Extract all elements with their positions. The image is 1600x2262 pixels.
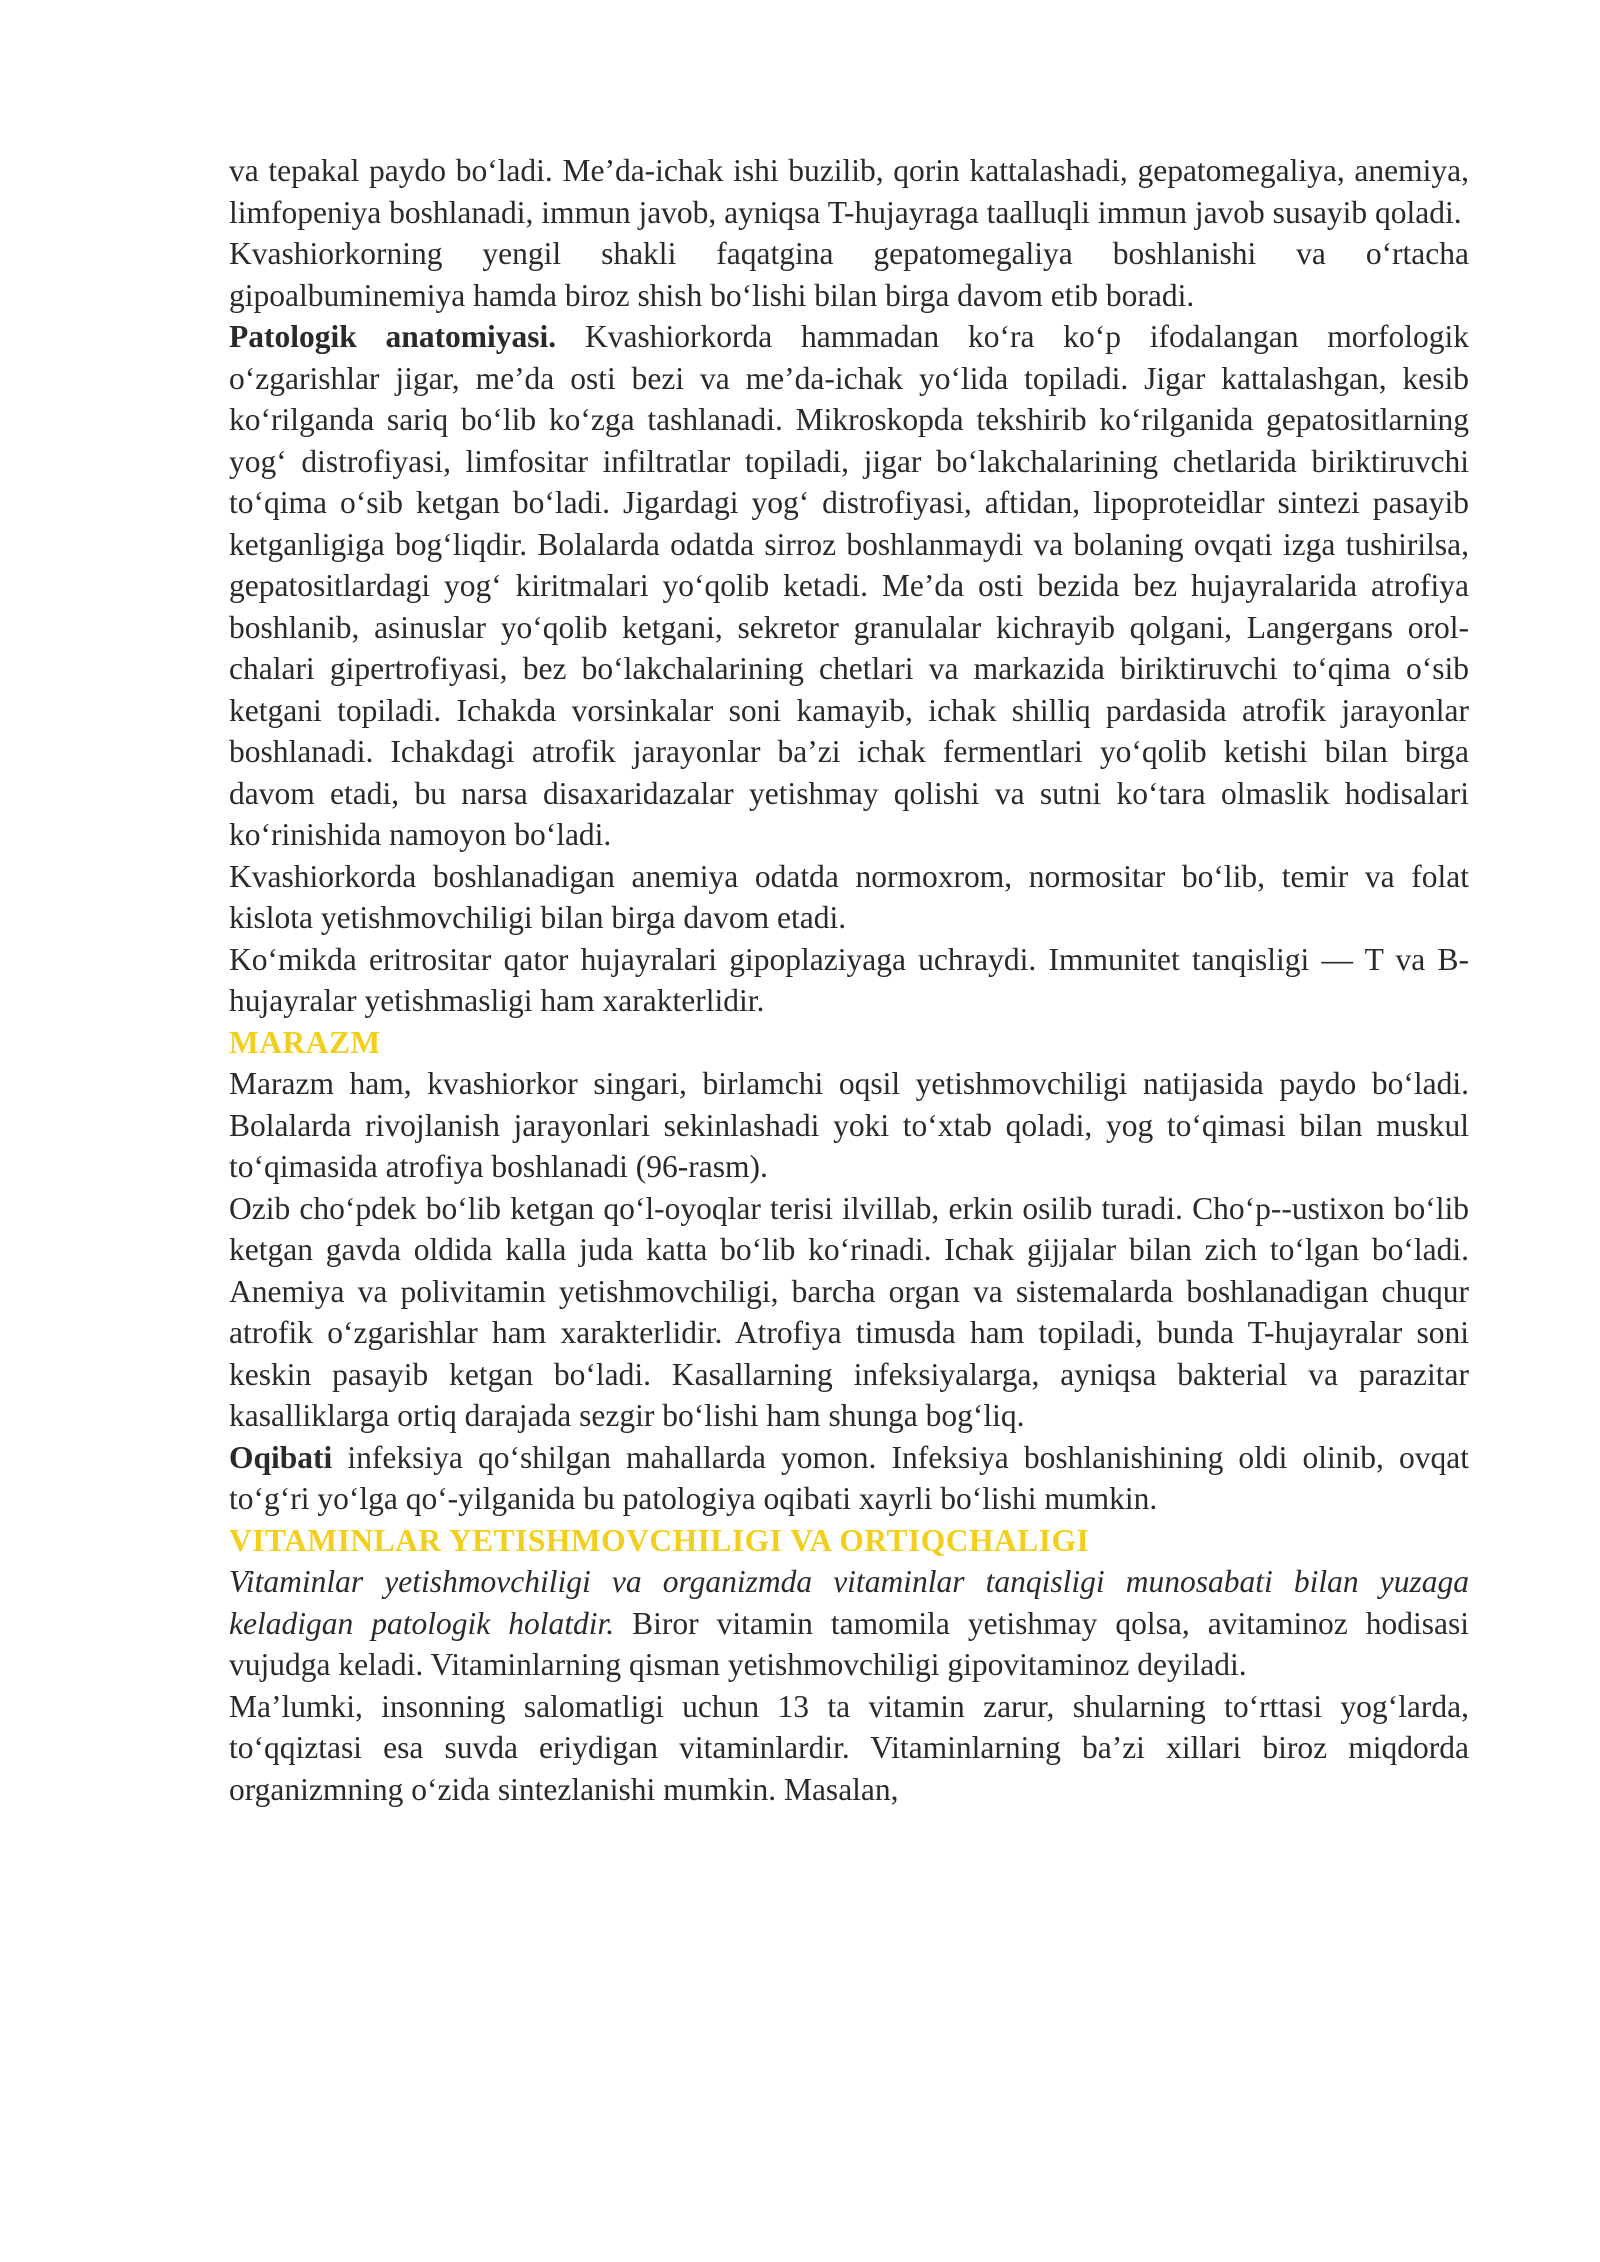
paragraph-body: Kvashiorkorda hammadan koʻra koʻp ifodalangan morfologik oʻzgarishlar jigar, me’da osti bezi va me’da-ichak yoʻlida topiladi. Jigar kattalashgan, kesib koʻrilganda sariq boʻlib koʻzga tashlanadi. Mikroskopda tekshirib koʻrilganida gepatositlarning yogʻ distrofiyasi, limfositar infiltratlar topiladi, jigar boʻlakchalarining chetlarida biriktiruvchi toʻqima oʻsib ketgan boʻladi. Jigardagi yogʻ distrofiyasi, aftidan, lipoproteidlar sintezi pasayib ketganligiga bogʻliqdir. Bolalarda odatda sirroz boshlanmaydi va bolaning ovqati izga tushirilsa, gepatositlardagi yogʻ kiritmalari yoʻqolib ketadi. Me’da osti bezida bez hujayralarida atrofiya boshlanib, asinuslar yoʻqolib ketgani, sekretor granulalar kichrayib qolgani, Langergans orol-chalari gipertrofiyasi, bez boʻlakchalarining chetlari va markazida biriktiruvchi toʻqima oʻsib ketgani topiladi. Ichakda vorsinkalar soni kamayib, ichak shilliq pardasida atrofik jarayonlar boshlanadi. Ichakdagi atrofik jarayonlar ba’zi ichak fermentlari yoʻqolib ketishi bilan birga davom etadi, bu narsa disaxaridazalar yetishmay qolishi va sutni koʻtara olmaslik hodisalari koʻrinishida namoyon boʻladi. [229,319,1469,852]
paragraph-lead-bold: Patologik anatomiyasi. [229,319,557,354]
paragraph-vitamins-definition [229,1561,1469,1686]
paragraph-10: Ma’lumki, insonning salomatligi uchun 13 ta vitamin zarur, shularning toʻrttasi yogʻlarda, toʻqqiztasi esa suvda eriydigan vitaminlardir. Vitaminlarning ba’zi xillari biroz miqdorda organizmning oʻzida sintezlanishi mumkin. Masalan, [229,1688,1469,1807]
paragraph-lead-italic: Vitaminlar yetishmovchiligi va organizmda vitaminlar tanqisligi munosabati bilan yuzaga keladigan patologik holatdir. [229,1564,1469,1641]
paragraph-outcome [229,1437,1469,1520]
paragraph-1: va tepakal paydo boʻladi. Me’da-ichak ishi buzilib, qorin kattalashadi, gepatomegaliya, anemiya, limfopeniya boshlanadi, immun javob, ayniqsa T-hujayraga taalluqli immun javob susayib qoladi. [229,153,1469,230]
paragraph-lead-bold: Oqibati [229,1439,333,1475]
document-page [229,150,1469,1810]
paragraph-5: Koʻmikda eritrositar qator hujayralari gipoplaziyaga uchraydi. Immunitet tanqisligi — T va B-hujayralar yetishmasligi ham xarakterlidir. [229,941,1469,1018]
paragraph-6: Marazm ham, kvashiorkor singari, birlamchi oqsil yetishmovchiligi natijasida paydo boʻladi. Bolalarda rivojlanish jarayonlari sekinlashadi yoki toʻxtab qoladi, yog toʻqimasi bilan muskul toʻqimasida atrofiya boshlanadi (96-rasm). [229,1066,1469,1184]
paragraph-4: Kvashiorkorda boshlanadigan anemiya odatda normoxrom, normositar boʻlib, temir va folat kislota yetishmovchiligi bilan birga davom etadi. [229,858,1469,935]
section-heading-marazm: MARAZM [229,1024,381,1060]
paragraph-body: infeksiya qoʻshilgan mahallarda yomon. Infeksiya boshlanishining oldi olinib, ovqat toʻgʻri yoʻlga qoʻ-yilganida bu patologiya oqibati xayrli boʻlishi mumkin. [229,1439,1469,1516]
paragraph-body: Biror vitamin tamomila yetishmay qolsa, avitaminoz hodisasi vujudga keladi. Vitaminlarning qisman yetishmovchiligi gipovitaminoz deyiladi. [229,1605,1469,1682]
paragraph-pathological-anatomy [229,316,1469,856]
paragraph-2: Kvashiorkorning yengil shakli faqatgina gepatomegaliya boshlanishi va oʻrtacha gipoalbuminemiya hamda biroz shish boʻlishi bilan birga davom etib boradi. [229,236,1469,313]
paragraph-7: Ozib choʻpdek boʻlib ketgan qoʻl-oyoqlar terisi ilvillab, erkin osilib turadi. Choʻp--ustixon boʻlib ketgan gavda oldida kalla juda katta boʻlib koʻrinadi. Ichak gijjalar bilan zich toʻlgan boʻladi. Anemiya va polivitamin yetishmovchiligi, barcha organ va sistemalarda boshlanadigan chuqur atrofik oʻzgarishlar ham xarakterlidir. Atrofiya timusda ham topiladi, bunda T-hujayralar soni keskin pasayib ketgan boʻladi. Kasallarning infeksiyalarga, ayniqsa bakterial va parazitar kasalliklarga ortiq darajada sezgir boʻlishi ham shunga bogʻliq. [229,1190,1469,1433]
section-heading-vitamins: VITAMINLAR YETISHMOVCHILIGI VA ORTIQCHALIGI [229,1522,1090,1558]
